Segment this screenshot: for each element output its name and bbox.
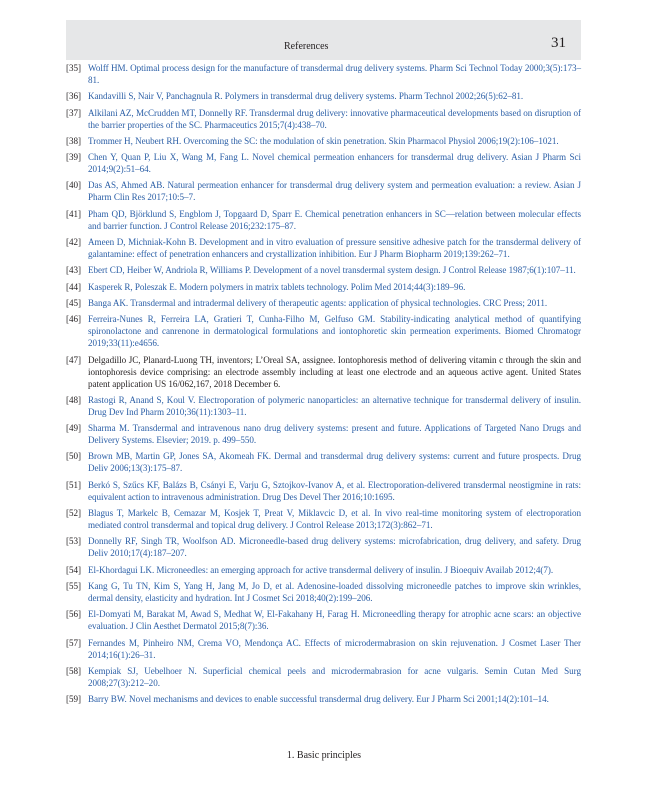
reference-link[interactable]: El-Domyati M, Barakat M, Awad S, Medhat W, El-Fakahany H, Farag H. Microneedling therapy for atrophic acne scars: an objective evaluation. J Clin Aesthet Dermatol 2015;8(7):36. [88,609,581,632]
reference-link[interactable]: Trommer H, Neubert RH. Overcoming the SC: the modulation of skin penetration. Skin Pharmacol Physiol 2006;19(2):106–1021. [88,135,559,146]
reference-number: [58] [66,665,82,676]
reference-number: [59] [66,694,82,705]
reference-link[interactable]: Fernandes M, Pinheiro NM, Crema VO, Mendonça AC. Effects of microdermabrasion on skin rejuvenation. J Cosmet Laser Ther 2014;16(1):26–31. [88,637,581,660]
reference-number: [36] [66,91,82,102]
reference-link[interactable]: Ebert CD, Heiber W, Andriola R, Williams P. Development of a novel transdermal system design. J Control Release 1987;6(1):107–11. [88,265,576,276]
reference-number: [39] [66,152,82,163]
reference-number: [38] [66,135,82,146]
reference-item [66,608,581,632]
footer-section-title: 1. Basic principles [286,750,362,761]
reference-item [66,264,581,276]
reference-link[interactable]: El-Khordagui LK. Microneedles: an emerging approach for active transdermal delivery of insulin. J Bioequiv Availab 2012;4(7). [88,564,554,575]
reference-item [66,354,581,390]
reference-link[interactable]: Das AS, Ahmed AB. Natural permeation enhancer for transdermal drug delivery system and permeation evaluation: a review. Asian J Pharm Clin Res 2017;10:5–7. [88,180,581,203]
header-bar [66,20,581,60]
reference-link[interactable]: Ferreira-Nunes R, Ferreira LA, Gratieri T, Cunha-Filho M, Gelfuso GM. Stability-indicating analytical method of quantifying spironolactone and canrenone in dermatological formulations and iontophoretic skin permeation experiments. Biomed Chromatogr 2019;33(11):e4656. [88,314,581,349]
reference-number: [41] [66,208,82,219]
reference-text: Delgadillo JC, Planard-Luong TH, inventors; L’Oreal SA, assignee. Iontophoresis method of delivering vitamin c through the skin and iontophoresis device comprising: an electrode assembly including at least one electrode and an aqueous active agent. United States patent application US 16/062,167, 2018 December 6. [88,354,581,389]
reference-item [66,179,581,203]
reference-item [66,450,581,474]
reference-number: [51] [66,479,82,490]
reference-item [66,208,581,232]
reference-link[interactable]: Kang G, Tu TN, Kim S, Yang H, Jang M, Jo D, et al. Adenosine-loaded dissolving microneedle patches to improve skin wrinkles, dermal density, elasticity and hydration. Int J Cosmet Sci 2018;40(2):199–206. [88,580,581,603]
reference-item [66,62,581,86]
reference-item [66,297,581,309]
reference-link[interactable]: Brown MB, Martin GP, Jones SA, Akomeah FK. Dermal and transdermal drug delivery systems: current and future prospects. Drug Deliv 2006;13(3):175–87. [88,451,581,474]
reference-item [66,107,581,131]
reference-link[interactable]: Donnelly RF, Singh TR, Woolfson AD. Microneedle-based drug delivery systems: microfabrication, drug delivery, and safety. Drug Deliv 2010;17(4):187–207. [88,536,581,559]
reference-link[interactable]: Rastogi R, Anand S, Koul V. Electroporation of polymeric nanoparticles: an alternative technique for transdermal delivery of insulin. Drug Dev Ind Pharm 2010;36(11):1303–11. [88,394,581,417]
reference-number: [45] [66,297,82,308]
reference-link[interactable]: Chen Y, Quan P, Liu X, Wang M, Fang L. Novel chemical permeation enhancers for transdermal drug delivery. Asian J Pharm Sci 2014;9(2):51–64. [88,152,581,175]
reference-item [66,479,581,503]
reference-link[interactable]: Wolff HM. Optimal process design for the manufacture of transdermal drug delivery systems. Pharm Sci Technol Today 2000;3(5):173–81. [88,63,581,85]
reference-number: [55] [66,580,82,591]
reference-number: [46] [66,314,82,325]
running-head: References [284,41,329,52]
reference-number: [57] [66,637,82,648]
reference-link[interactable]: Kandavilli S, Nair V, Panchagnula R. Polymers in transdermal drug delivery systems. Pharm Technol 2002;26(5):62–81. [88,91,524,102]
reference-item [66,580,581,604]
reference-item [66,637,581,661]
reference-link[interactable]: Berkó S, Szűcs KF, Balázs B, Csányi E, Varju G, Sztojkov-Ivanov A, et al. Electroporation-delivered transdermal neostigmine in rats: equivalent action to intravenous administration. Drug Des Devel Ther 2016;10:1695. [88,479,581,502]
reference-link[interactable]: Kempiak SJ, Uebelhoer N. Superficial chemical peels and microdermabrasion for acne vulgaris. Semin Cutan Med Surg 2008;27(3):212–20. [88,665,581,688]
reference-link[interactable]: Blagus T, Markelc B, Cemazar M, Kosjek T, Preat V, Miklavcic D, et al. In vivo real-time monitoring system of electroporation mediated control transdermal and topical drug delivery. J Control Release 2013;172(3):862–71. [88,508,581,531]
reference-link[interactable]: Sharma M. Transdermal and intravenous nano drug delivery systems: present and future. Applications of Targeted Nano Drugs and Delivery Systems. Elsevier; 2019. p. 499–550. [88,423,581,446]
reference-number: [37] [66,107,82,118]
reference-item [66,151,581,175]
reference-item [66,236,581,260]
reference-link[interactable]: Kasperek R, Poleszak E. Modern polymers in matrix tablets technology. Polim Med 2014;44(3):189–96. [88,281,466,292]
reference-link[interactable]: Barry BW. Novel mechanisms and devices to enable successful transdermal drug delivery. Eur J Pharm Sci 2001;14(2):101–14. [88,694,549,705]
reference-item [66,135,581,147]
reference-number: [43] [66,265,82,276]
reference-item [66,90,581,102]
reference-number: [42] [66,237,82,248]
reference-number: [48] [66,394,82,405]
reference-number: [40] [66,180,82,191]
reference-item [66,564,581,576]
reference-number: [52] [66,508,82,519]
reference-number: [35] [66,63,82,73]
reference-number: [50] [66,451,82,462]
reference-item [66,665,581,689]
reference-number: [49] [66,423,82,434]
page-number: 31 [551,35,566,51]
reference-link[interactable]: Banga AK. Transdermal and intradermal delivery of therapeutic agents: application of physical technologies. CRC Press; 2011. [88,297,548,308]
reference-item [66,313,581,349]
reference-number: [44] [66,281,82,292]
reference-item [66,535,581,559]
reference-link[interactable]: Alkilani AZ, McCrudden MT, Donnelly RF. Transdermal drug delivery: innovative pharmaceutical developments based on disruption of the barrier properties of the SC. Pharmaceutics 2015;7(4):438–70. [88,107,581,130]
reference-list [66,62,581,709]
reference-number: [53] [66,536,82,547]
reference-number: [56] [66,609,82,620]
reference-item [66,422,581,446]
reference-item [66,507,581,531]
reference-item [66,693,581,705]
reference-item [66,394,581,418]
reference-number: [47] [66,354,82,365]
reference-number: [54] [66,564,82,575]
reference-link[interactable]: Pham QD, Björklund S, Engblom J, Topgaard D, Sparr E. Chemical penetration enhancers in SC—relation between molecular effects and barrier function. J Control Release 2016;232:175–87. [88,208,581,231]
reference-link[interactable]: Ameen D, Michniak-Kohn B. Development and in vitro evaluation of pressure sensitive adhesive patch for the transdermal delivery of galantamine: effect of penetration enhancers and crystallization inhibition. Eur J Pharm Biopharm 2019;139:262–71. [88,237,581,260]
reference-item [66,281,581,293]
